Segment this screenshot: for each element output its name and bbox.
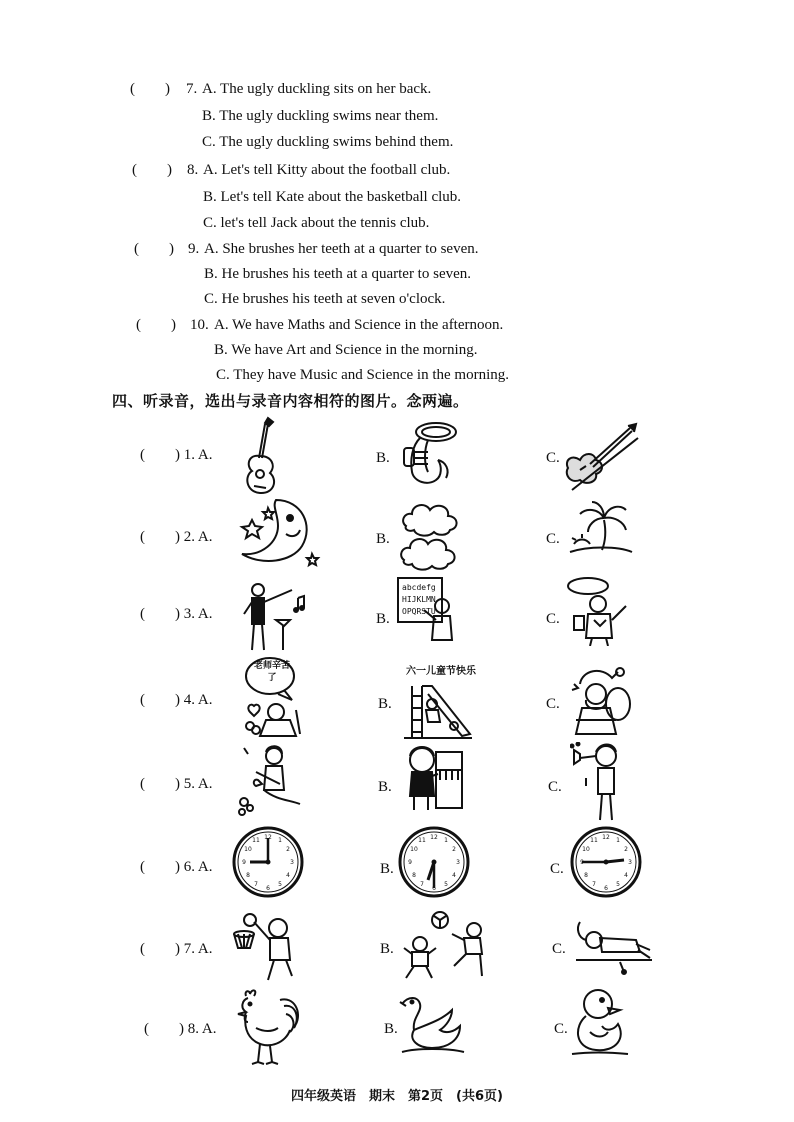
svg-text:9: 9 bbox=[408, 859, 412, 866]
option-b-label: B. bbox=[376, 611, 390, 627]
question-number: 10. bbox=[190, 317, 209, 333]
svg-text:9: 9 bbox=[580, 859, 584, 866]
svg-text:12: 12 bbox=[430, 834, 438, 841]
girl-violin-icon[interactable] bbox=[236, 744, 308, 816]
svg-text:6: 6 bbox=[266, 885, 270, 892]
option-b-label: B. bbox=[378, 696, 392, 712]
svg-text:1: 1 bbox=[616, 837, 620, 844]
answer-paren[interactable]: ( ) bbox=[130, 81, 170, 97]
svg-text:7: 7 bbox=[592, 881, 596, 888]
svg-text:6: 6 bbox=[604, 885, 608, 892]
childrens-day-slide-icon[interactable] bbox=[402, 676, 472, 740]
svg-text:10: 10 bbox=[410, 846, 418, 853]
clouds-icon[interactable] bbox=[398, 500, 462, 572]
svg-text:5: 5 bbox=[616, 881, 620, 888]
option-c-label: C. bbox=[546, 531, 560, 547]
option-b: B. The ugly duckling swims near them. bbox=[202, 108, 439, 124]
option-c: C. He brushes his teeth at seven o'clock. bbox=[204, 291, 446, 307]
svg-text:12: 12 bbox=[264, 834, 272, 841]
option-c: C. let's tell Jack about the tennis club. bbox=[203, 215, 430, 231]
item-label[interactable]: ( ) 7. A. bbox=[140, 941, 213, 957]
svg-text:3: 3 bbox=[290, 859, 294, 866]
option-a: A. We have Maths and Science in the afternoon. bbox=[214, 317, 504, 333]
svg-text:2: 2 bbox=[452, 846, 456, 853]
option-c-label: C. bbox=[546, 611, 560, 627]
item-label[interactable]: ( ) 4. A. bbox=[140, 692, 213, 708]
option-a: A. Let's tell Kitty about the football club. bbox=[203, 162, 451, 178]
option-b-label: B. bbox=[384, 1021, 398, 1037]
svg-text:1: 1 bbox=[444, 837, 448, 844]
item-label[interactable]: ( ) 1. A. bbox=[140, 447, 213, 463]
item-label[interactable]: ( ) 6. A. bbox=[140, 859, 213, 875]
svg-text:9: 9 bbox=[242, 859, 246, 866]
svg-text:HIJKLMN: HIJKLMN bbox=[402, 595, 436, 604]
slide-caption: 六一儿童节快乐 bbox=[406, 666, 476, 677]
moon-stars-icon[interactable] bbox=[232, 496, 322, 570]
football-icon[interactable] bbox=[402, 910, 494, 982]
boy-trumpet-icon[interactable] bbox=[570, 742, 634, 822]
svg-text:6: 6 bbox=[432, 885, 436, 892]
option-a: A. She brushes her teeth at a quarter to seven. bbox=[204, 241, 479, 257]
option-b: B. We have Art and Science in the morning. bbox=[214, 342, 478, 358]
svg-text:11: 11 bbox=[590, 837, 598, 844]
answer-paren[interactable]: ( ) bbox=[136, 317, 176, 333]
card-text: 老师辛苦了 bbox=[253, 661, 290, 683]
option-c-label: C. bbox=[550, 861, 564, 877]
santa-icon[interactable] bbox=[568, 664, 632, 740]
svg-text:4: 4 bbox=[452, 872, 456, 879]
clock-six-thirty-icon[interactable] bbox=[398, 826, 470, 898]
question-number: 7. bbox=[186, 81, 198, 97]
option-b-label: B. bbox=[376, 450, 390, 466]
swimming-icon[interactable] bbox=[574, 918, 654, 976]
option-c-label: C. bbox=[548, 779, 562, 795]
option-b-label: B. bbox=[376, 531, 390, 547]
violin-icon[interactable] bbox=[560, 420, 640, 492]
option-a: A. The ugly duckling sits on her back. bbox=[202, 81, 432, 97]
question-number: 9. bbox=[188, 241, 200, 257]
answer-paren[interactable]: ( ) bbox=[132, 162, 172, 178]
svg-text:abcdefg: abcdefg bbox=[402, 583, 436, 592]
svg-text:4: 4 bbox=[624, 872, 628, 879]
svg-text:8: 8 bbox=[246, 872, 250, 879]
guitar-icon[interactable] bbox=[240, 416, 284, 496]
rooster-icon[interactable] bbox=[234, 988, 304, 1066]
boy-piano-icon[interactable] bbox=[404, 742, 466, 814]
svg-text:10: 10 bbox=[582, 846, 590, 853]
page-footer: 四年级英语 期末 第2页 (共6页) bbox=[291, 1089, 503, 1104]
svg-text:11: 11 bbox=[252, 837, 260, 844]
basketball-icon[interactable] bbox=[230, 912, 306, 984]
svg-text:2: 2 bbox=[286, 846, 290, 853]
option-b-label: B. bbox=[380, 941, 394, 957]
svg-text:5: 5 bbox=[444, 881, 448, 888]
option-b-label: B. bbox=[378, 779, 392, 795]
option-c-label: C. bbox=[554, 1021, 568, 1037]
svg-text:11: 11 bbox=[418, 837, 426, 844]
item-label[interactable]: ( ) 5. A. bbox=[140, 776, 213, 792]
section4-title: 四、听录音，选出与录音内容相符的图片。念两遍。 bbox=[112, 392, 469, 410]
clock-nine-icon[interactable] bbox=[232, 826, 304, 898]
teacher-board-icon[interactable] bbox=[396, 576, 458, 642]
option-c: C. They have Music and Science in the morning. bbox=[216, 367, 509, 383]
tuba-icon[interactable] bbox=[398, 420, 464, 488]
svg-text:3: 3 bbox=[628, 859, 632, 866]
clock-quarter-to-three-icon[interactable] bbox=[570, 826, 642, 898]
swan-icon[interactable] bbox=[398, 996, 468, 1056]
beach-palm-icon[interactable] bbox=[568, 500, 634, 556]
svg-text:3: 3 bbox=[456, 859, 460, 866]
option-c: C. The ugly duckling swims behind them. bbox=[202, 134, 454, 150]
item-label[interactable]: ( ) 2. A. bbox=[140, 529, 213, 545]
item-label[interactable]: ( ) 8. A. bbox=[144, 1021, 217, 1037]
option-c-label: C. bbox=[546, 696, 560, 712]
svg-text:1: 1 bbox=[278, 837, 282, 844]
duckling-icon[interactable] bbox=[568, 986, 630, 1060]
svg-text:8: 8 bbox=[412, 872, 416, 879]
answer-paren[interactable]: ( ) bbox=[134, 241, 174, 257]
svg-text:7: 7 bbox=[254, 881, 258, 888]
svg-text:5: 5 bbox=[278, 881, 282, 888]
svg-text:2: 2 bbox=[624, 846, 628, 853]
teachers-day-icon[interactable] bbox=[240, 654, 310, 740]
option-b: B. Let's tell Kate about the basketball club. bbox=[203, 189, 462, 205]
option-c-label: C. bbox=[552, 941, 566, 957]
option-c-label: C. bbox=[546, 450, 560, 466]
svg-text:4: 4 bbox=[286, 872, 290, 879]
item-label[interactable]: ( ) 3. A. bbox=[140, 606, 213, 622]
svg-text:10: 10 bbox=[244, 846, 252, 853]
conductor-icon[interactable] bbox=[240, 580, 310, 652]
svg-text:12: 12 bbox=[602, 834, 610, 841]
tourist-icon[interactable] bbox=[566, 576, 632, 646]
option-b-label: B. bbox=[380, 861, 394, 877]
svg-text:8: 8 bbox=[584, 872, 588, 879]
svg-text:7: 7 bbox=[420, 881, 424, 888]
svg-text:OPQRSTU: OPQRSTU bbox=[402, 607, 436, 616]
option-b: B. He brushes his teeth at a quarter to seven. bbox=[204, 266, 472, 282]
question-number: 8. bbox=[187, 162, 199, 178]
